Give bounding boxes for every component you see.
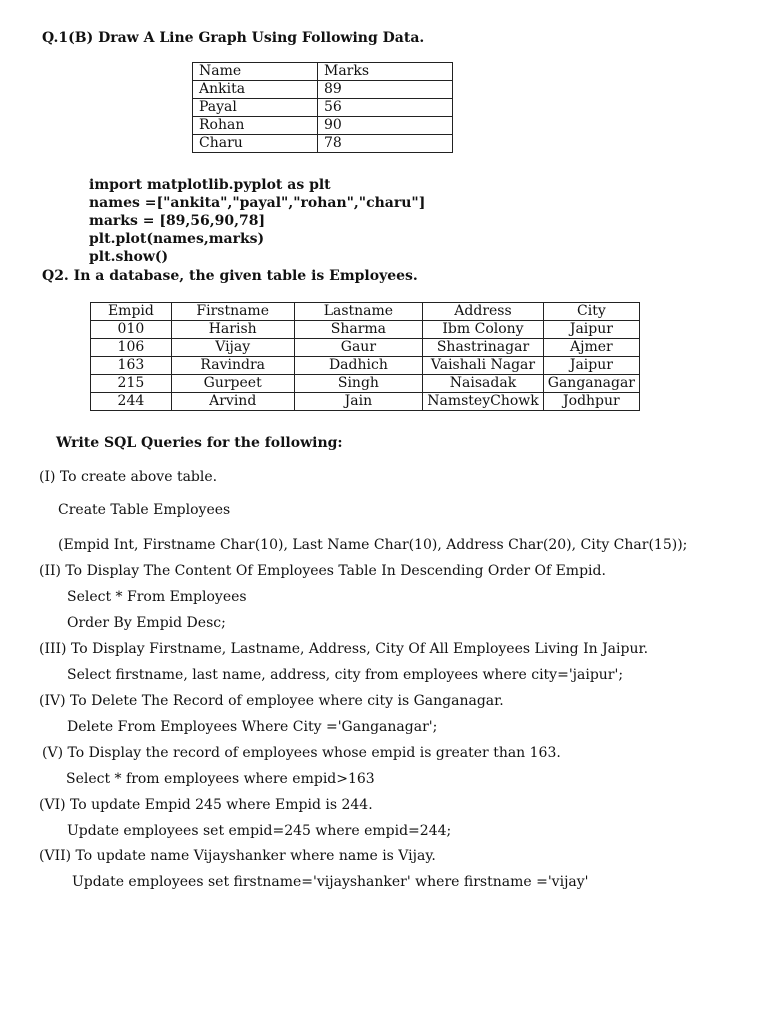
header-cell: Empid [91, 303, 172, 321]
table-cell: Ibm Colony [423, 321, 544, 339]
code-line: marks = [89,56,90,78] [89, 213, 266, 229]
answer-line: Select * From Employees [67, 589, 247, 605]
table-row [91, 393, 640, 411]
table-cell: 89 [318, 81, 453, 99]
table-cell: Dadhich [294, 357, 423, 375]
code-line: plt.plot(names,marks) [89, 231, 265, 247]
answer-line: (Empid Int, Firstname Char(10), Last Name Char(10), Address Char(20), City Char(15)); [58, 537, 688, 553]
table-cell: Jodhpur [543, 393, 639, 411]
table-cell: 56 [318, 99, 453, 117]
table-cell: Arvind [171, 393, 294, 411]
answer-line: Select * from employees where empid>163 [66, 771, 375, 787]
table-cell: NamsteyChowk [423, 393, 544, 411]
table-cell: Jaipur [543, 321, 639, 339]
table-cell: 010 [91, 321, 172, 339]
table-cell: Rohan [193, 117, 318, 135]
table-cell: Jaipur [543, 357, 639, 375]
table-row [193, 135, 453, 153]
code-line: names =["ankita","payal","rohan","charu"] [89, 195, 426, 211]
question-line: (III) To Display Firstname, Lastname, Address, City Of All Employees Living In Jaipur. [39, 641, 649, 657]
table-cell: Shastrinagar [423, 339, 544, 357]
table-row [91, 375, 640, 393]
table-cell: Ankita [193, 81, 318, 99]
table-cell: 78 [318, 135, 453, 153]
table-cell: Jain [294, 393, 423, 411]
table-row [91, 357, 640, 375]
table-cell: 106 [91, 339, 172, 357]
question-line: (II) To Display The Content Of Employees Table In Descending Order Of Empid. [39, 563, 606, 579]
answer-line: Order By Empid Desc; [67, 615, 226, 631]
table-cell: Ajmer [543, 339, 639, 357]
table-row [91, 339, 640, 357]
table-row [193, 99, 453, 117]
q2-heading: Q2. In a database, the given table is Employees. [42, 268, 418, 284]
table-cell: Harish [171, 321, 294, 339]
question-line: (VII) To update name Vijayshanker where name is Vijay. [39, 848, 436, 864]
code-line: plt.show() [89, 249, 169, 265]
table-cell: Ganganagar [543, 375, 639, 393]
table-cell: Charu [193, 135, 318, 153]
table-cell: Sharma [294, 321, 423, 339]
table-row [193, 81, 453, 99]
header-cell: City [543, 303, 639, 321]
table-cell: 244 [91, 393, 172, 411]
table-cell: Vijay [171, 339, 294, 357]
table-cell: Naisadak [423, 375, 544, 393]
header-cell: Name [193, 63, 318, 81]
table-header-row [91, 303, 640, 321]
table-cell: Gurpeet [171, 375, 294, 393]
employees-table [90, 302, 640, 411]
table-cell: Gaur [294, 339, 423, 357]
question-line: (I) To create above table. [39, 469, 218, 485]
table-header-row [193, 63, 453, 81]
answer-line: Update employees set empid=245 where empid=244; [67, 823, 452, 839]
header-cell: Address [423, 303, 544, 321]
code-line: import matplotlib.pyplot as plt [89, 177, 331, 193]
table-cell: 215 [91, 375, 172, 393]
question-line: (VI) To update Empid 245 where Empid is 244. [39, 797, 373, 813]
table-cell: Payal [193, 99, 318, 117]
answer-line: Select firstname, last name, address, city from employees where city='jaipur'; [67, 667, 624, 683]
table-cell: 90 [318, 117, 453, 135]
marks-table [192, 62, 453, 153]
table-cell: Vaishali Nagar [423, 357, 544, 375]
q2-subheading: Write SQL Queries for the following: [56, 435, 343, 451]
answer-line: Delete From Employees Where City ='Ganganagar'; [67, 719, 438, 735]
question-line: (IV) To Delete The Record of employee where city is Ganganagar. [39, 693, 504, 709]
header-cell: Firstname [171, 303, 294, 321]
header-cell: Marks [318, 63, 453, 81]
table-cell: Singh [294, 375, 423, 393]
table-row [91, 321, 640, 339]
q1-heading: Q.1(B) Draw A Line Graph Using Following Data. [42, 30, 425, 46]
table-cell: 163 [91, 357, 172, 375]
question-line: (V) To Display the record of employees whose empid is greater than 163. [42, 745, 561, 761]
table-cell: Ravindra [171, 357, 294, 375]
table-row [193, 117, 453, 135]
answer-line: Update employees set firstname='vijayshanker' where firstname ='vijay' [72, 874, 589, 890]
answer-line: Create Table Employees [58, 502, 231, 518]
header-cell: Lastname [294, 303, 423, 321]
